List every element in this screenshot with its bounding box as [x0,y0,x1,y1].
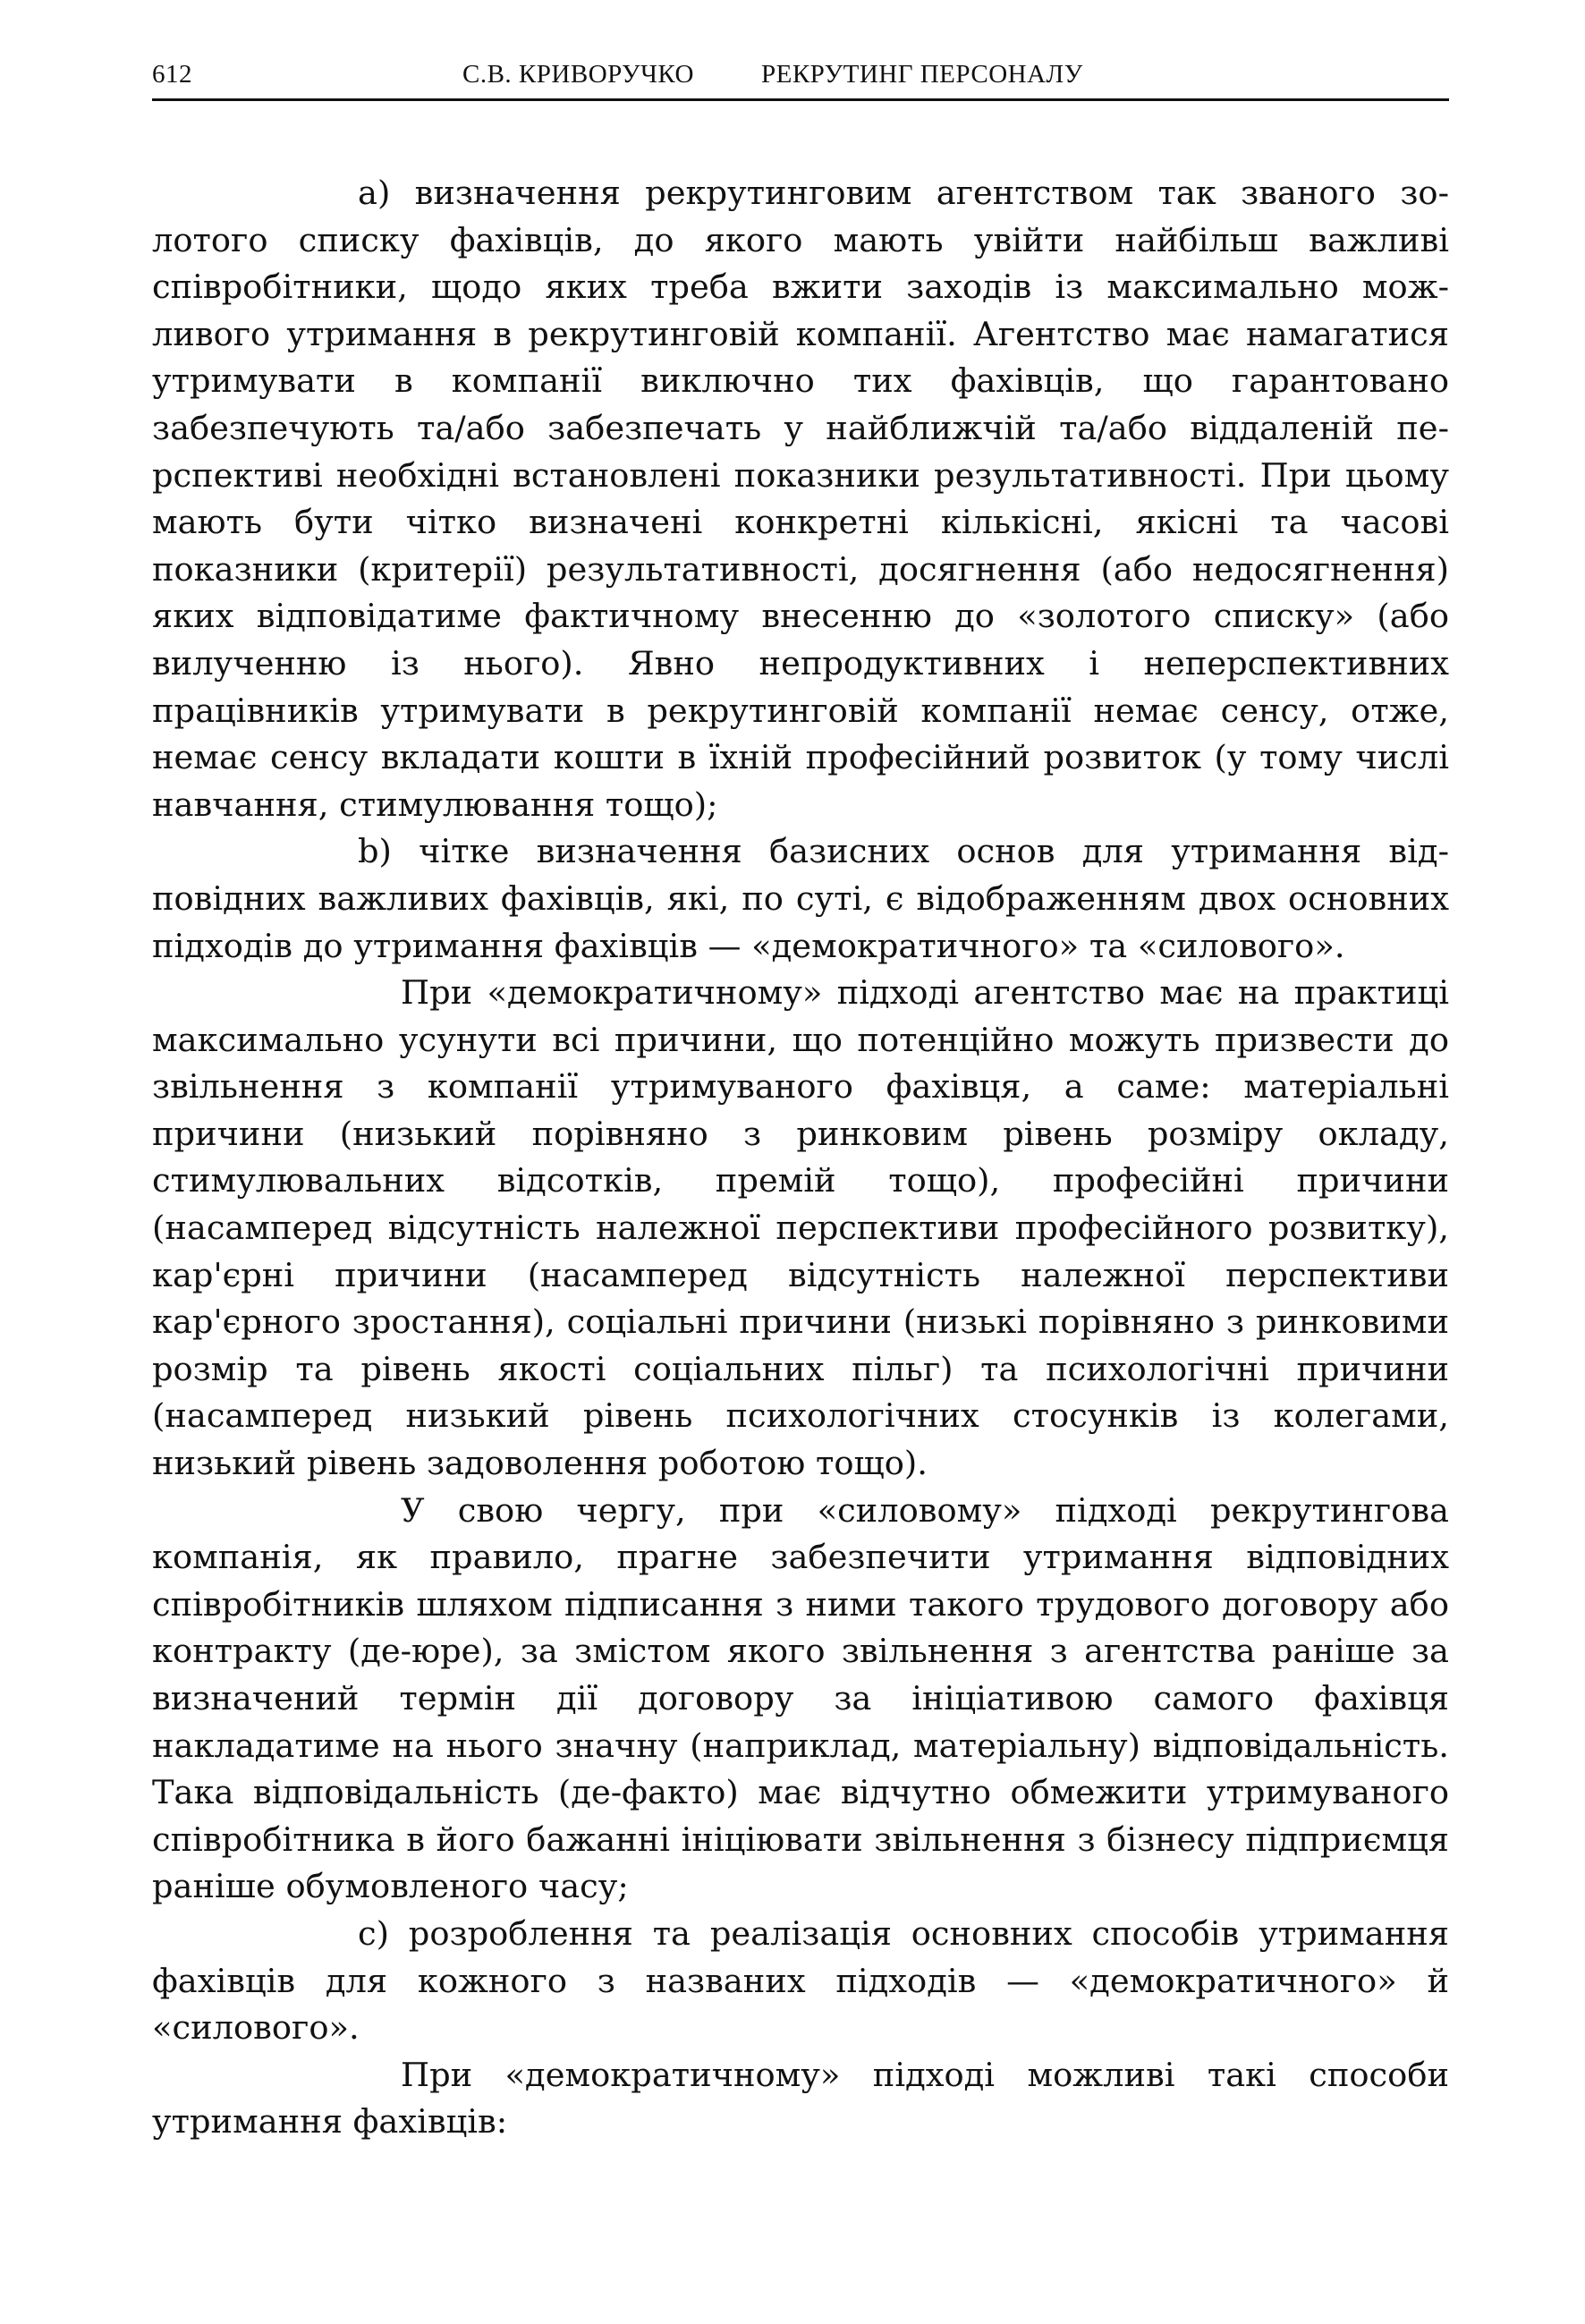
author-name: С.В. КРИВОРУЧКО [462,60,694,89]
running-title [462,60,1083,89]
paragraph-retention-methods: При «демократичному» підході можливі такі способи утримання фахівців: [152,2055,1449,2142]
list-item-c: c) розроблення та реалізація основних способів утримання фахівців для кожного з названих підходів — «демократичного» й «силового». [152,1913,1449,2048]
paragraph-democratic-approach: При «демократичному» підході агентство має на практиці максимально усунути всі причини, що потенційно можуть призвести до звільнення з компанії утримуваного фахівця, а саме: матеріальні причини (низький порівняно з ринковим рівень розміру окладу, стимулювальних відсотків, премій тощо), професійні причини (насамперед відсутність належної перспективи професійного розвитку), кар'єрні причини (насамперед відсутність належної перспективи кар'єрного зростання), соціальні причини (низькі порівняно з ринковими розмір та рівень якості соціальних пільг) та психологічні причини (насамперед низький рівень психологічних стосунків із колегами, низький рівень задоволення роботою тощо). [152,973,1449,1483]
book-title: РЕКРУТИНГ ПЕРСОНАЛУ [760,60,1083,89]
list-item-a: а) визначення рекрутинговим агентством так званого золотого списку фахівців, до якого мають увійти найбільш важливі співробітники, щодо яких треба вжити заходів із максимально можливого утримання в рекрутинговій компанії. Агентство має намагатися утримувати в компанії виключно тих фахівців, що гарантовано забезпечують та/або забезпечать у найближчій та/або віддаленій перспективі необхідні встановлені показники результативності. При цьому мають бути чітко визначені конкретні кількісні, якісні та часові показники (критерії) результативності, досягнення (або недосягнення) яких відповідатиме фактичному внесенню до «золотого списку» (або вилученню із нього). Явно непродуктивних і неперспективних працівників утримувати в рекрутинговій компанії немає сенсу, отже, немає сенсу вкладати кошти в їхній професійний розвиток (у тому числі навчання, стимулювання тощо); [152,174,1449,824]
running-header [152,52,1449,101]
list-item-b: b) чітке визначення базисних основ для утримання відповідних важливих фахівців, які, по суті, є відображенням двох основних підходів до утримання фахівців — «демократичного» та «силового». [152,832,1449,965]
page-body [152,170,1449,2146]
page-number: 612 [152,60,192,89]
paragraph-force-approach: У свою чергу, при «силовому» підході рекрутингова компанія, як правило, прагне забезпечити утримання відповідних співробітників шляхом підписання з ними такого трудового договору або контракту (де-юре), за змістом якого звільнення з агентства раніше за визначений термін дії договору за ініціативою самого фахівця накладатиме на нього значну (наприклад, матеріальну) відповідальність. Така відповідальність (де-факто) має відчутно обмежити утримуваного співробітника в його бажанні ініціювати звільнення з бізнесу підприємця раніше обумовленого часу; [152,1490,1449,1906]
